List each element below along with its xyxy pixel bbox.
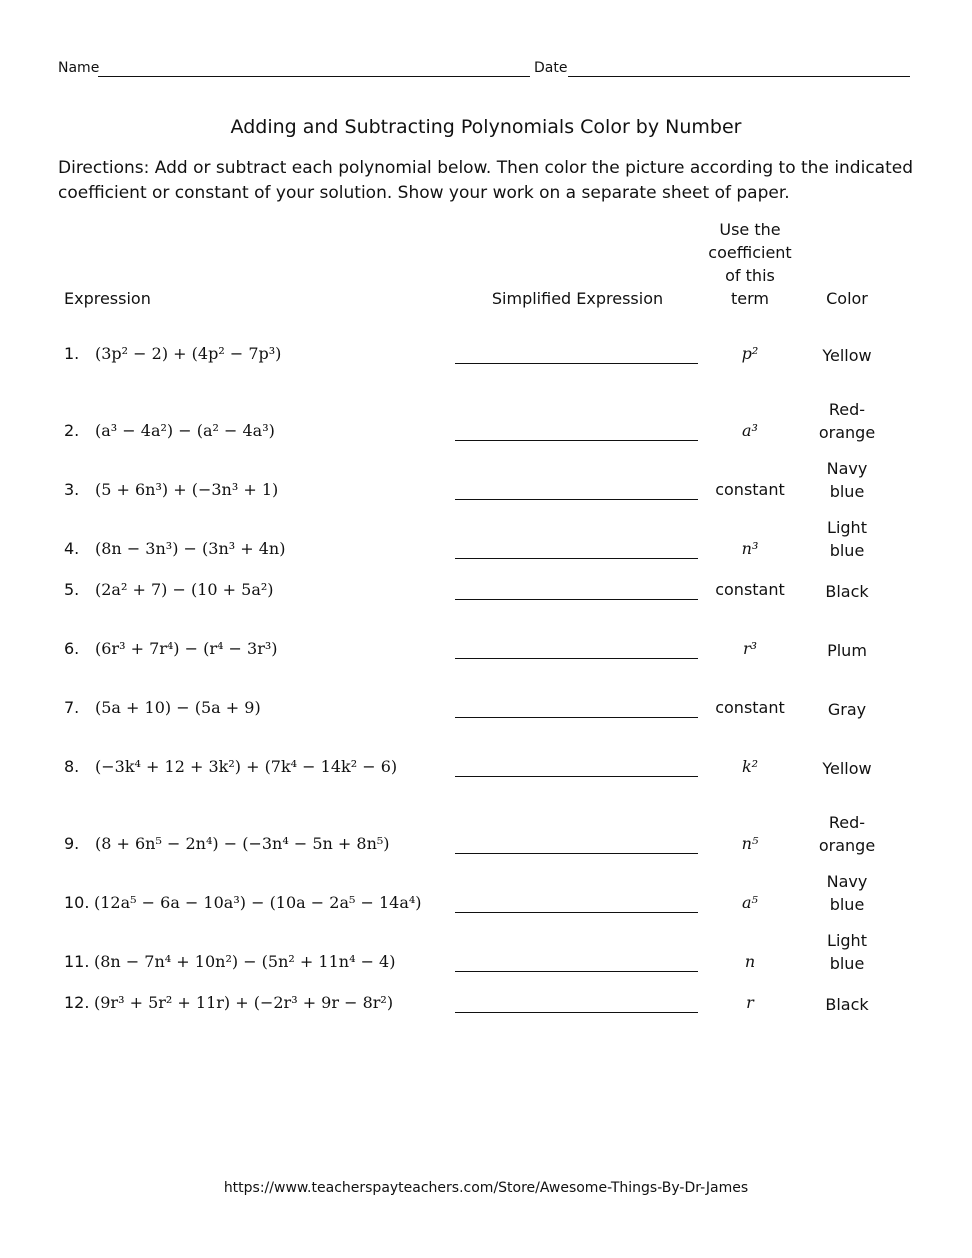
answer-blank[interactable]	[455, 776, 698, 777]
coefficient-term: a³	[742, 421, 758, 440]
date-field[interactable]	[568, 76, 910, 77]
color-label: Red-orange	[818, 400, 876, 442]
coefficient-term: n	[744, 952, 756, 971]
polynomial-expression: (9r³ + 5r² + 11r) + (−2r³ + 9r − 8r²)	[94, 993, 394, 1012]
column-header-term: Use the coefficient of this term	[708, 220, 792, 308]
polynomial-expression: (a³ − 4a²) − (a² − 4a³)	[95, 421, 275, 440]
color-label: Yellow	[822, 759, 872, 778]
problem-row	[0, 333, 972, 389]
color-label: Yellow	[822, 346, 872, 365]
date-label: Date	[534, 60, 568, 76]
problem-row	[0, 451, 972, 507]
problem-number: 7.	[64, 698, 80, 717]
problem-row	[0, 923, 972, 979]
footer-url: https://www.teacherspayteachers.com/Store/Awesome-Things-By-Dr-James	[223, 1180, 749, 1196]
page-title: Adding and Subtracting Polynomials Color by Number	[230, 116, 742, 138]
problem-row	[0, 746, 972, 802]
color-label: Plum	[827, 641, 867, 660]
problem-number: 3.	[64, 480, 80, 499]
problem-number: 10.	[64, 893, 90, 912]
directions-text: Directions: Add or subtract each polynomial below. Then color the picture according to the indicated coefficient or constant of your solution. Show your work on a separate sheet of paper.	[58, 158, 914, 203]
column-header-color: Color	[826, 289, 868, 308]
color-label: Black	[825, 995, 869, 1014]
problem-number: 4.	[64, 539, 80, 558]
answer-blank[interactable]	[455, 717, 698, 718]
polynomial-expression: (8n − 7n⁴ + 10n²) − (5n² + 11n⁴ − 4)	[94, 952, 396, 971]
problem-number: 2.	[64, 421, 80, 440]
answer-blank[interactable]	[455, 1012, 698, 1013]
coefficient-term: r	[746, 993, 754, 1012]
coefficient-term: k²	[741, 757, 759, 776]
coefficient-term: p²	[741, 344, 759, 363]
color-label: Black	[825, 582, 869, 601]
coefficient-term: n³	[741, 539, 759, 558]
column-header-expression: Expression	[64, 289, 151, 308]
color-label: Light blue	[827, 518, 867, 560]
answer-blank[interactable]	[455, 658, 698, 659]
color-label: Gray	[827, 700, 867, 719]
polynomial-expression: (5a + 10) − (5a + 9)	[95, 698, 261, 717]
polynomial-expression: (−3k⁴ + 12 + 3k²) + (7k⁴ − 14k² − 6)	[95, 757, 398, 776]
coefficient-term: n⁵	[741, 834, 759, 853]
problem-row	[0, 510, 972, 566]
polynomial-expression: (2a² + 7) − (10 + 5a²)	[95, 580, 274, 599]
answer-blank[interactable]	[455, 912, 698, 913]
problem-number: 1.	[64, 344, 80, 363]
problem-number: 5.	[64, 580, 80, 599]
polynomial-expression: (8n − 3n³) − (3n³ + 4n)	[95, 539, 286, 558]
name-date-line	[58, 60, 910, 80]
polynomial-expression: (3p² − 2) + (4p² − 7p³)	[95, 344, 282, 363]
name-field[interactable]	[98, 76, 530, 77]
problem-number: 11.	[64, 952, 90, 971]
answer-blank[interactable]	[455, 853, 698, 854]
polynomial-expression: (6r³ + 7r⁴) − (r⁴ − 3r³)	[95, 639, 278, 658]
coefficient-term: a⁵	[742, 893, 758, 912]
answer-blank[interactable]	[455, 440, 698, 441]
problem-number: 12.	[64, 993, 90, 1012]
color-label: Light blue	[827, 931, 867, 973]
polynomial-expression: (12a⁵ − 6a − 10a³) − (10a − 2a⁵ − 14a⁴)	[94, 893, 422, 912]
answer-blank[interactable]	[455, 599, 698, 600]
polynomial-expression: (5 + 6n³) + (−3n³ + 1)	[95, 480, 279, 499]
column-header-simplified: Simplified Expression	[491, 289, 664, 308]
problem-row	[0, 569, 972, 625]
coefficient-term: r³	[742, 639, 758, 658]
color-label: Red-orange	[818, 813, 876, 855]
problem-number: 9.	[64, 834, 80, 853]
coefficient-term: constant	[715, 698, 785, 717]
problem-number: 6.	[64, 639, 80, 658]
problem-row	[0, 982, 972, 1038]
color-label: Navy blue	[826, 872, 868, 914]
name-label: Name	[58, 60, 100, 76]
answer-blank[interactable]	[455, 558, 698, 559]
problem-row	[0, 864, 972, 920]
polynomial-expression: (8 + 6n⁵ − 2n⁴) − (−3n⁴ − 5n + 8n⁵)	[95, 834, 390, 853]
problem-row	[0, 628, 972, 684]
answer-blank[interactable]	[455, 971, 698, 972]
problem-row	[0, 687, 972, 743]
coefficient-term: constant	[715, 580, 785, 599]
problem-number: 8.	[64, 757, 80, 776]
answer-blank[interactable]	[455, 499, 698, 500]
problem-row	[0, 805, 972, 861]
answer-blank[interactable]	[455, 363, 698, 364]
problem-row	[0, 392, 972, 448]
color-label: Navy blue	[826, 459, 868, 501]
coefficient-term: constant	[715, 480, 785, 499]
